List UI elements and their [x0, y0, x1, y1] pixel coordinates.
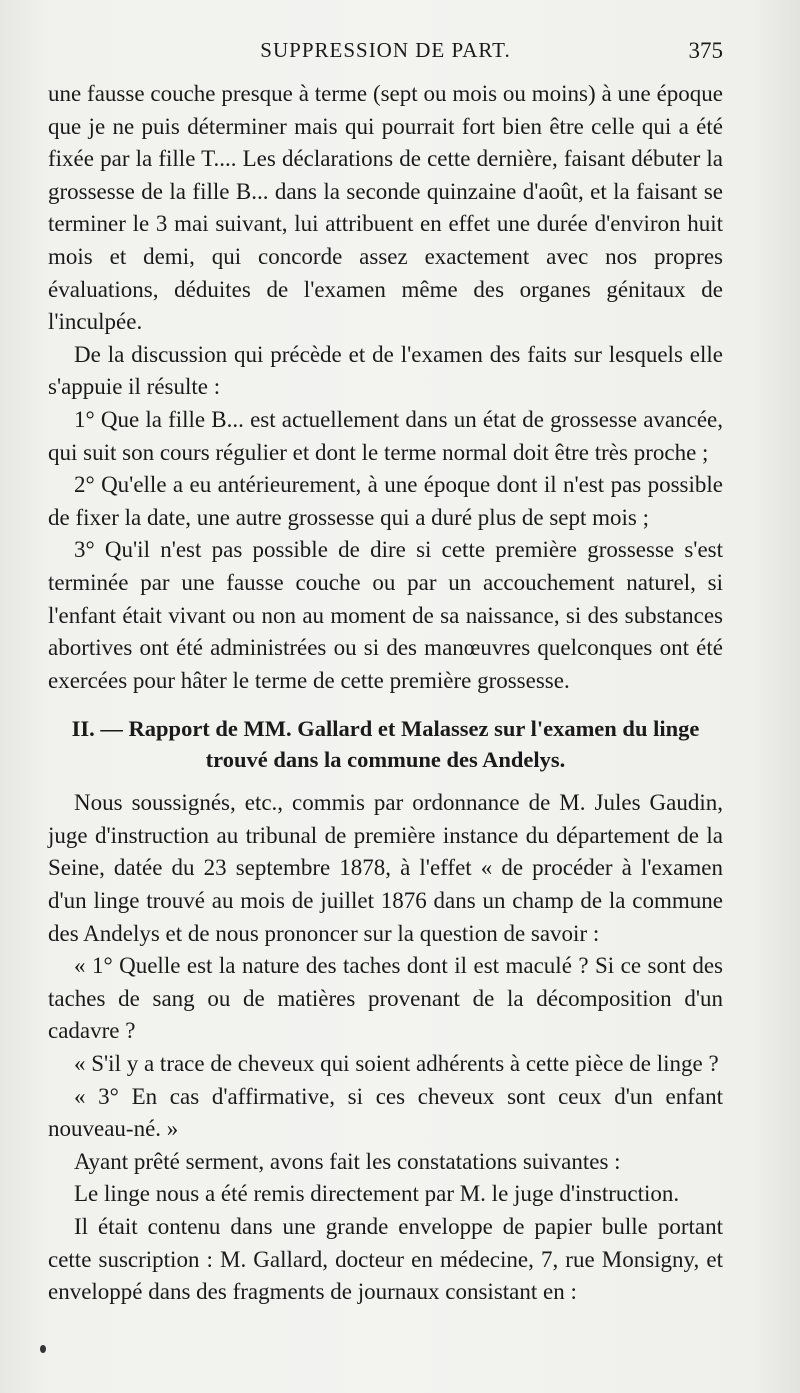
ink-speck [40, 1345, 46, 1353]
paragraph: Nous soussignés, etc., commis par ordonnance de M. Jules Gaudin, juge d'instruction au tribunal de première instance du département de la Seine, datée du 23 septembre 1878, à l'effet « de procéder à l'examen d'un linge trouvé au mois de juillet 1876 dans un champ de la commune des Andelys et de nous prononcer sur la question de savoir : [48, 790, 723, 946]
paragraph: De la discussion qui précède et de l'examen des faits sur lesquels elle s'appuie il résulte : [48, 341, 723, 400]
section-title: II. — Rapport de MM. Gallard et Malassez sur l'examen du linge trouvé dans la commune des Andelys. [71, 716, 700, 773]
running-title: SUPPRESSION DE PART. [260, 38, 511, 62]
paragraph: 3° Qu'il n'est pas possible de dire si cette première grossesse s'est terminée par une fausse couche ou par un accouchement naturel, si l'enfant était vivant ou non au moment de sa naissance, si des substances abortives ont été administrées ou si des manœuvres quelconques ont été exercées pour hâter le terme de cette première grossesse. [48, 537, 723, 693]
body-text [48, 78, 723, 1309]
page-number: 375 [688, 38, 723, 63]
paragraph: « 3° En cas d'affirmative, si ces cheveux sont ceux d'un enfant nouveau-né. » [48, 1083, 723, 1142]
page-header [48, 38, 723, 70]
paragraph: une fausse couche presque à terme (sept ou mois ou moins) à une époque que je ne puis déterminer mais qui pourrait fort bien être celle qui a été fixée par la fille T.... Les déclarations de cette dernière, faisant débuter la grossesse de la fille B... dans la seconde quinzaine d'août, et la faisant se terminer le 3 mai suivant, lui attribuent en effet une durée d'environ huit mois et demi, qui concorde assez exactement avec nos propres évaluations, déduites de l'examen même des organes génitaux de l'inculpée. [48, 81, 723, 335]
paragraph: Ayant prêté serment, avons fait les constatations suivantes : [74, 1148, 621, 1174]
paragraph: Il était contenu dans une grande enveloppe de papier bulle portant cette suscription : M. Gallard, docteur en médecine, 7, rue Monsigny, et enveloppé dans des fragments de journaux consistant en : [48, 1214, 723, 1305]
paragraph: 2° Qu'elle a eu antérieurement, à une époque dont il n'est pas possible de fixer la date, une autre grossesse qui a duré plus de sept mois ; [48, 472, 723, 530]
paragraph: 1° Que la fille B... est actuellement dans un état de grossesse avancée, qui suit son cours régulier et dont le terme normal doit être très proche ; [48, 406, 723, 465]
paragraph: Le linge nous a été remis directement par M. le juge d'instruction. [74, 1181, 680, 1207]
paragraph: « 1° Quelle est la nature des taches dont il est maculé ? Si ce sont des taches de sang ou de matières provenant de la décomposition d'un cadavre ? [48, 953, 723, 1044]
paragraph: « S'il y a trace de cheveux qui soient adhérents à cette pièce de linge ? [74, 1051, 719, 1077]
